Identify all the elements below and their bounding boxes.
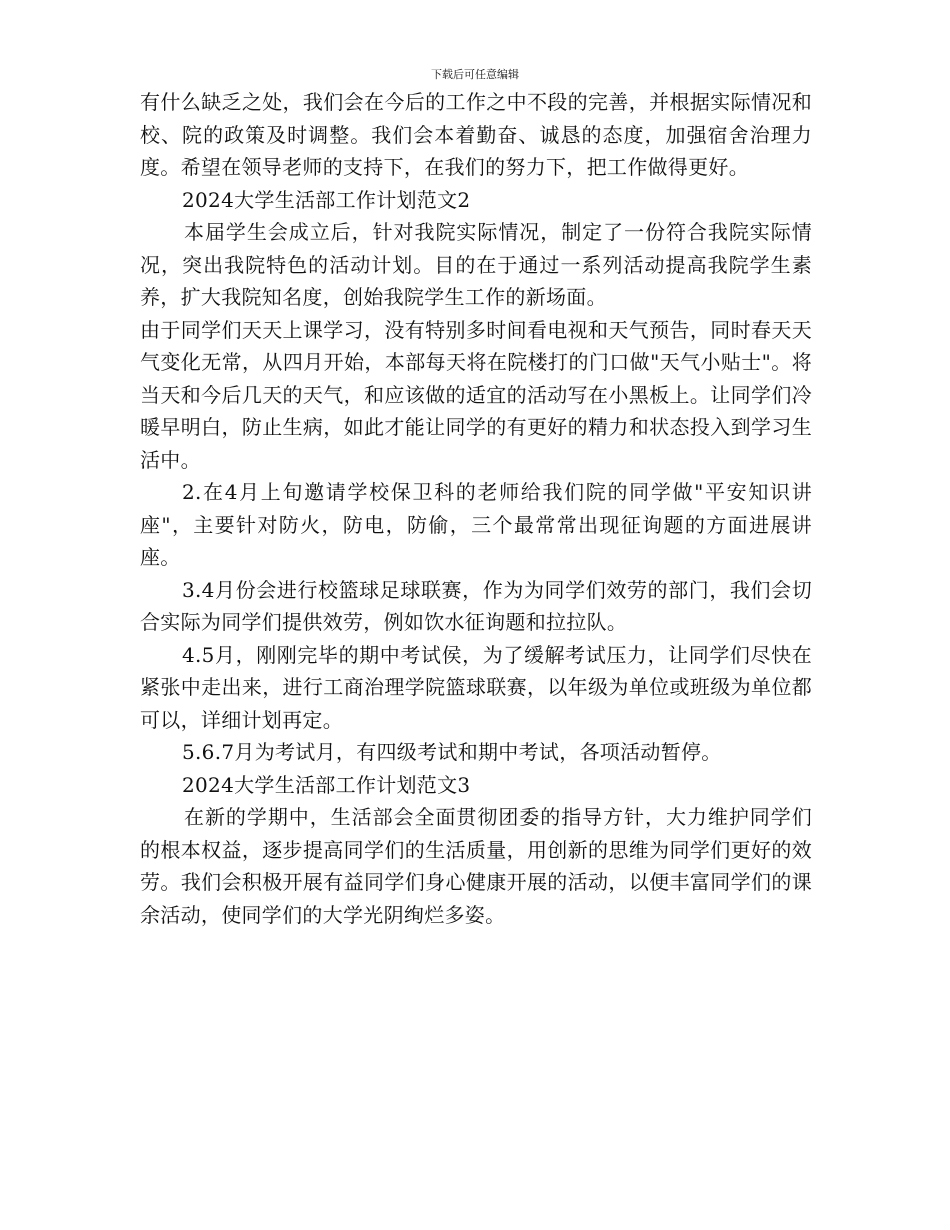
page-header: 下载后可任意编辑 [431,68,519,81]
section-heading-3: 2024大学生活部工作计划范文3 [182,772,471,797]
paragraph-item-2: 2.在4月上旬邀请学校保卫科的老师给我们院的同学做"平安知识讲座"，主要针对防火，防电，防偷，三个最常常出现征询题的方面进展讲座。 [140,480,812,569]
paragraph-intro: 本届学生会成立后，针对我院实际情况，制定了一份符合我院实际情况，突出我院特色的活动计划。目的在于通过一系列活动提高我院学生素养，扩大我院知名度，创始我院学生工作的新场面。 [140,220,812,309]
paragraph-item-5: 5.6.7月为考试月，有四级考试和期中考试，各项活动暂停。 [182,740,722,764]
document-body [140,86,812,931]
paragraph-semester: 在新的学期中，生活部会全面贯彻团委的指导方针，大力维护同学们的根本权益，逐步提高同学们的生活质量，用创新的思维为同学们更好的效劳。我们会积极开展有益同学们身心健康开展的活动，以便丰富同学们的课余活动，使同学们的大学光阴绚烂多姿。 [140,805,812,927]
paragraph-item-4: 4.5月，刚刚完毕的期中考试侯，为了缓解考试压力，让同学们尽快在紧张中走出来，进行工商治理学院篮球联赛，以年级为单位或班级为单位都可以，详细计划再定。 [140,642,812,732]
paragraph-item-3: 3.4月份会进行校篮球足球联赛，作为为同学们效劳的部门，我们会切合实际为同学们提供效劳，例如饮水征询题和拉拉队。 [140,577,812,634]
paragraph-continuation: 有什么缺乏之处，我们会在今后的工作之中不段的完善，并根据实际情况和校、院的政策及时调整。我们会本着勤奋、诚恳的态度，加强宿舍治理力度。希望在领导老师的支持下，在我们的努力下，把工作做得更好。 [140,90,812,179]
paragraph-weather: 由于同学们天天上课学习，没有特别多时间看电视和天气预告，同时春天天气变化无常，从四月开始，本部每天将在院楼打的门口做"天气小贴士"。将当天和今后几天的天气，和应该做的适宜的活动写在小黑板上。让同学们冷暖早明白，防止生病，如此才能让同学的有更好的精力和状态投入到学习生活中。 [140,317,812,472]
section-heading-2: 2024大学生活部工作计划范文2 [182,187,471,212]
